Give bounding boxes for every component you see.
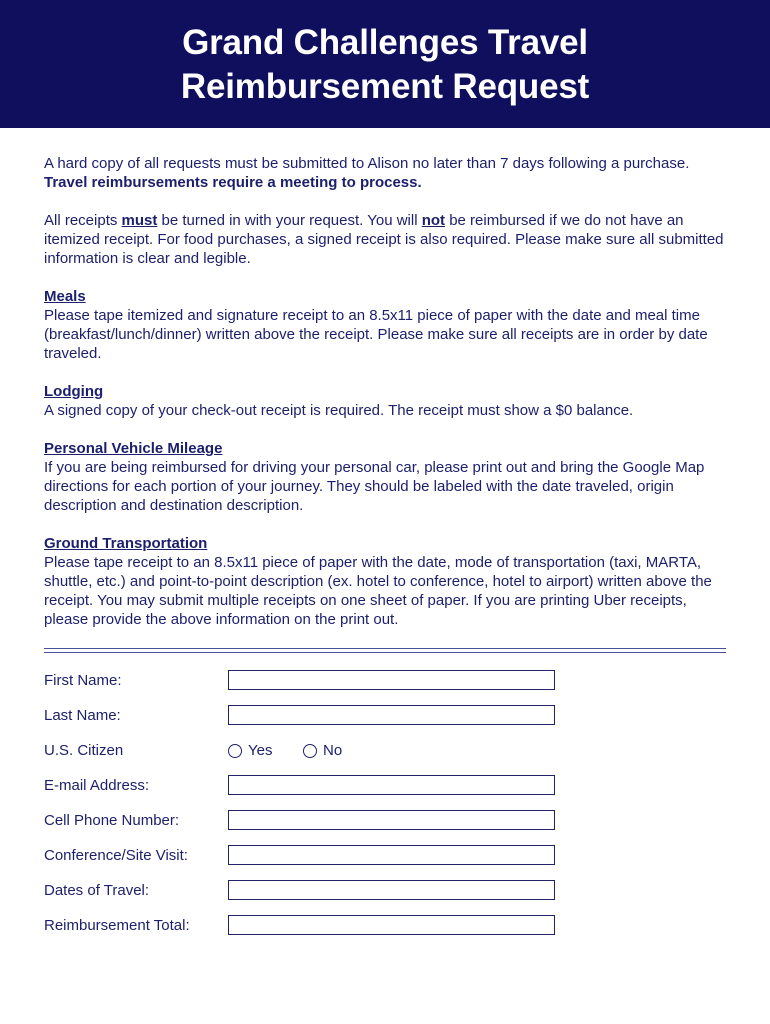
title-line-2: Reimbursement Request	[180, 67, 590, 106]
cell-row	[44, 810, 734, 832]
email-row	[44, 775, 734, 797]
page-header	[0, 0, 770, 128]
radio-circle-icon[interactable]	[303, 744, 317, 758]
last-name-row	[44, 705, 734, 727]
meals-section	[44, 287, 734, 363]
citizen-yes-label: Yes	[248, 742, 273, 759]
intro-paragraph	[44, 154, 734, 192]
email-label: E-mail Address:	[44, 777, 150, 794]
receipts-not: not	[421, 212, 446, 229]
conference-row	[44, 845, 734, 867]
lodging-body: A signed copy of your check-out receipt is required. The receipt must show a $0 balance.	[44, 402, 634, 419]
lodging-title: Lodging	[44, 383, 104, 400]
title-line-1: Grand Challenges Travel	[182, 23, 588, 62]
page-title	[0, 0, 770, 109]
total-label: Reimbursement Total:	[44, 917, 190, 934]
citizen-yes-option[interactable]	[228, 742, 272, 759]
receipts-part2: be turned in with your request. You will	[157, 212, 422, 229]
mileage-body: If you are being reimbursed for driving your personal car, please print out and bring the Google Map directions for each portion of your journey. They should be labeled with the date traveled, origin description and destination description.	[44, 459, 705, 514]
citizen-label: U.S. Citizen	[44, 742, 124, 759]
instructions	[44, 154, 734, 648]
intro-line-1: A hard copy of all requests must be submitted to Alison no later than 7 days following a purchase.	[44, 155, 690, 172]
email-input[interactable]	[228, 775, 555, 795]
last-name-label: Last Name:	[44, 707, 121, 724]
receipts-part1: All receipts	[44, 212, 122, 229]
first-name-label: First Name:	[44, 672, 122, 689]
radio-circle-icon[interactable]	[228, 744, 242, 758]
lodging-section	[44, 382, 734, 420]
total-row	[44, 915, 734, 937]
mileage-section	[44, 439, 734, 515]
dates-row	[44, 880, 734, 902]
ground-section	[44, 534, 734, 629]
dates-input[interactable]	[228, 880, 555, 900]
first-name-row	[44, 670, 734, 692]
cell-label: Cell Phone Number:	[44, 812, 180, 829]
first-name-input[interactable]	[228, 670, 555, 690]
total-input[interactable]	[228, 915, 555, 935]
ground-title: Ground Transportation	[44, 535, 208, 552]
receipts-paragraph	[44, 211, 734, 268]
meals-body: Please tape itemized and signature receipt to an 8.5x11 piece of paper with the date and meal time (breakfast/lunch/dinner) written above the receipt. Please make sure all receipts are in order by date traveled.	[44, 307, 708, 362]
citizen-no-option[interactable]	[303, 742, 342, 759]
conference-label: Conference/Site Visit:	[44, 847, 188, 864]
meals-title: Meals	[44, 288, 86, 305]
mileage-title: Personal Vehicle Mileage	[44, 440, 223, 457]
citizen-row	[44, 740, 734, 762]
ground-body: Please tape receipt to an 8.5x11 piece of paper with the date, mode of transportation (taxi, MARTA, shuttle, etc.) and point-to-point description (ex. hotel to conference, hotel to airport) written above the receipt. You may submit multiple receipts on one sheet of paper. If you are printing Uber receipts, please provide the above information on the print out.	[44, 554, 712, 628]
last-name-input[interactable]	[228, 705, 555, 725]
receipts-part3: be reimbursed if we do not have an itemized receipt. For food purchases, a signed receipt is also required. Please make sure all submitted information is clear and legible.	[44, 212, 724, 267]
dates-label: Dates of Travel:	[44, 882, 150, 899]
cell-input[interactable]	[228, 810, 555, 830]
intro-line-2: Travel reimbursements require a meeting to process.	[44, 174, 422, 191]
conference-input[interactable]	[228, 845, 555, 865]
citizen-no-label: No	[323, 742, 343, 759]
receipts-must: must	[121, 212, 158, 229]
section-divider	[44, 648, 726, 653]
